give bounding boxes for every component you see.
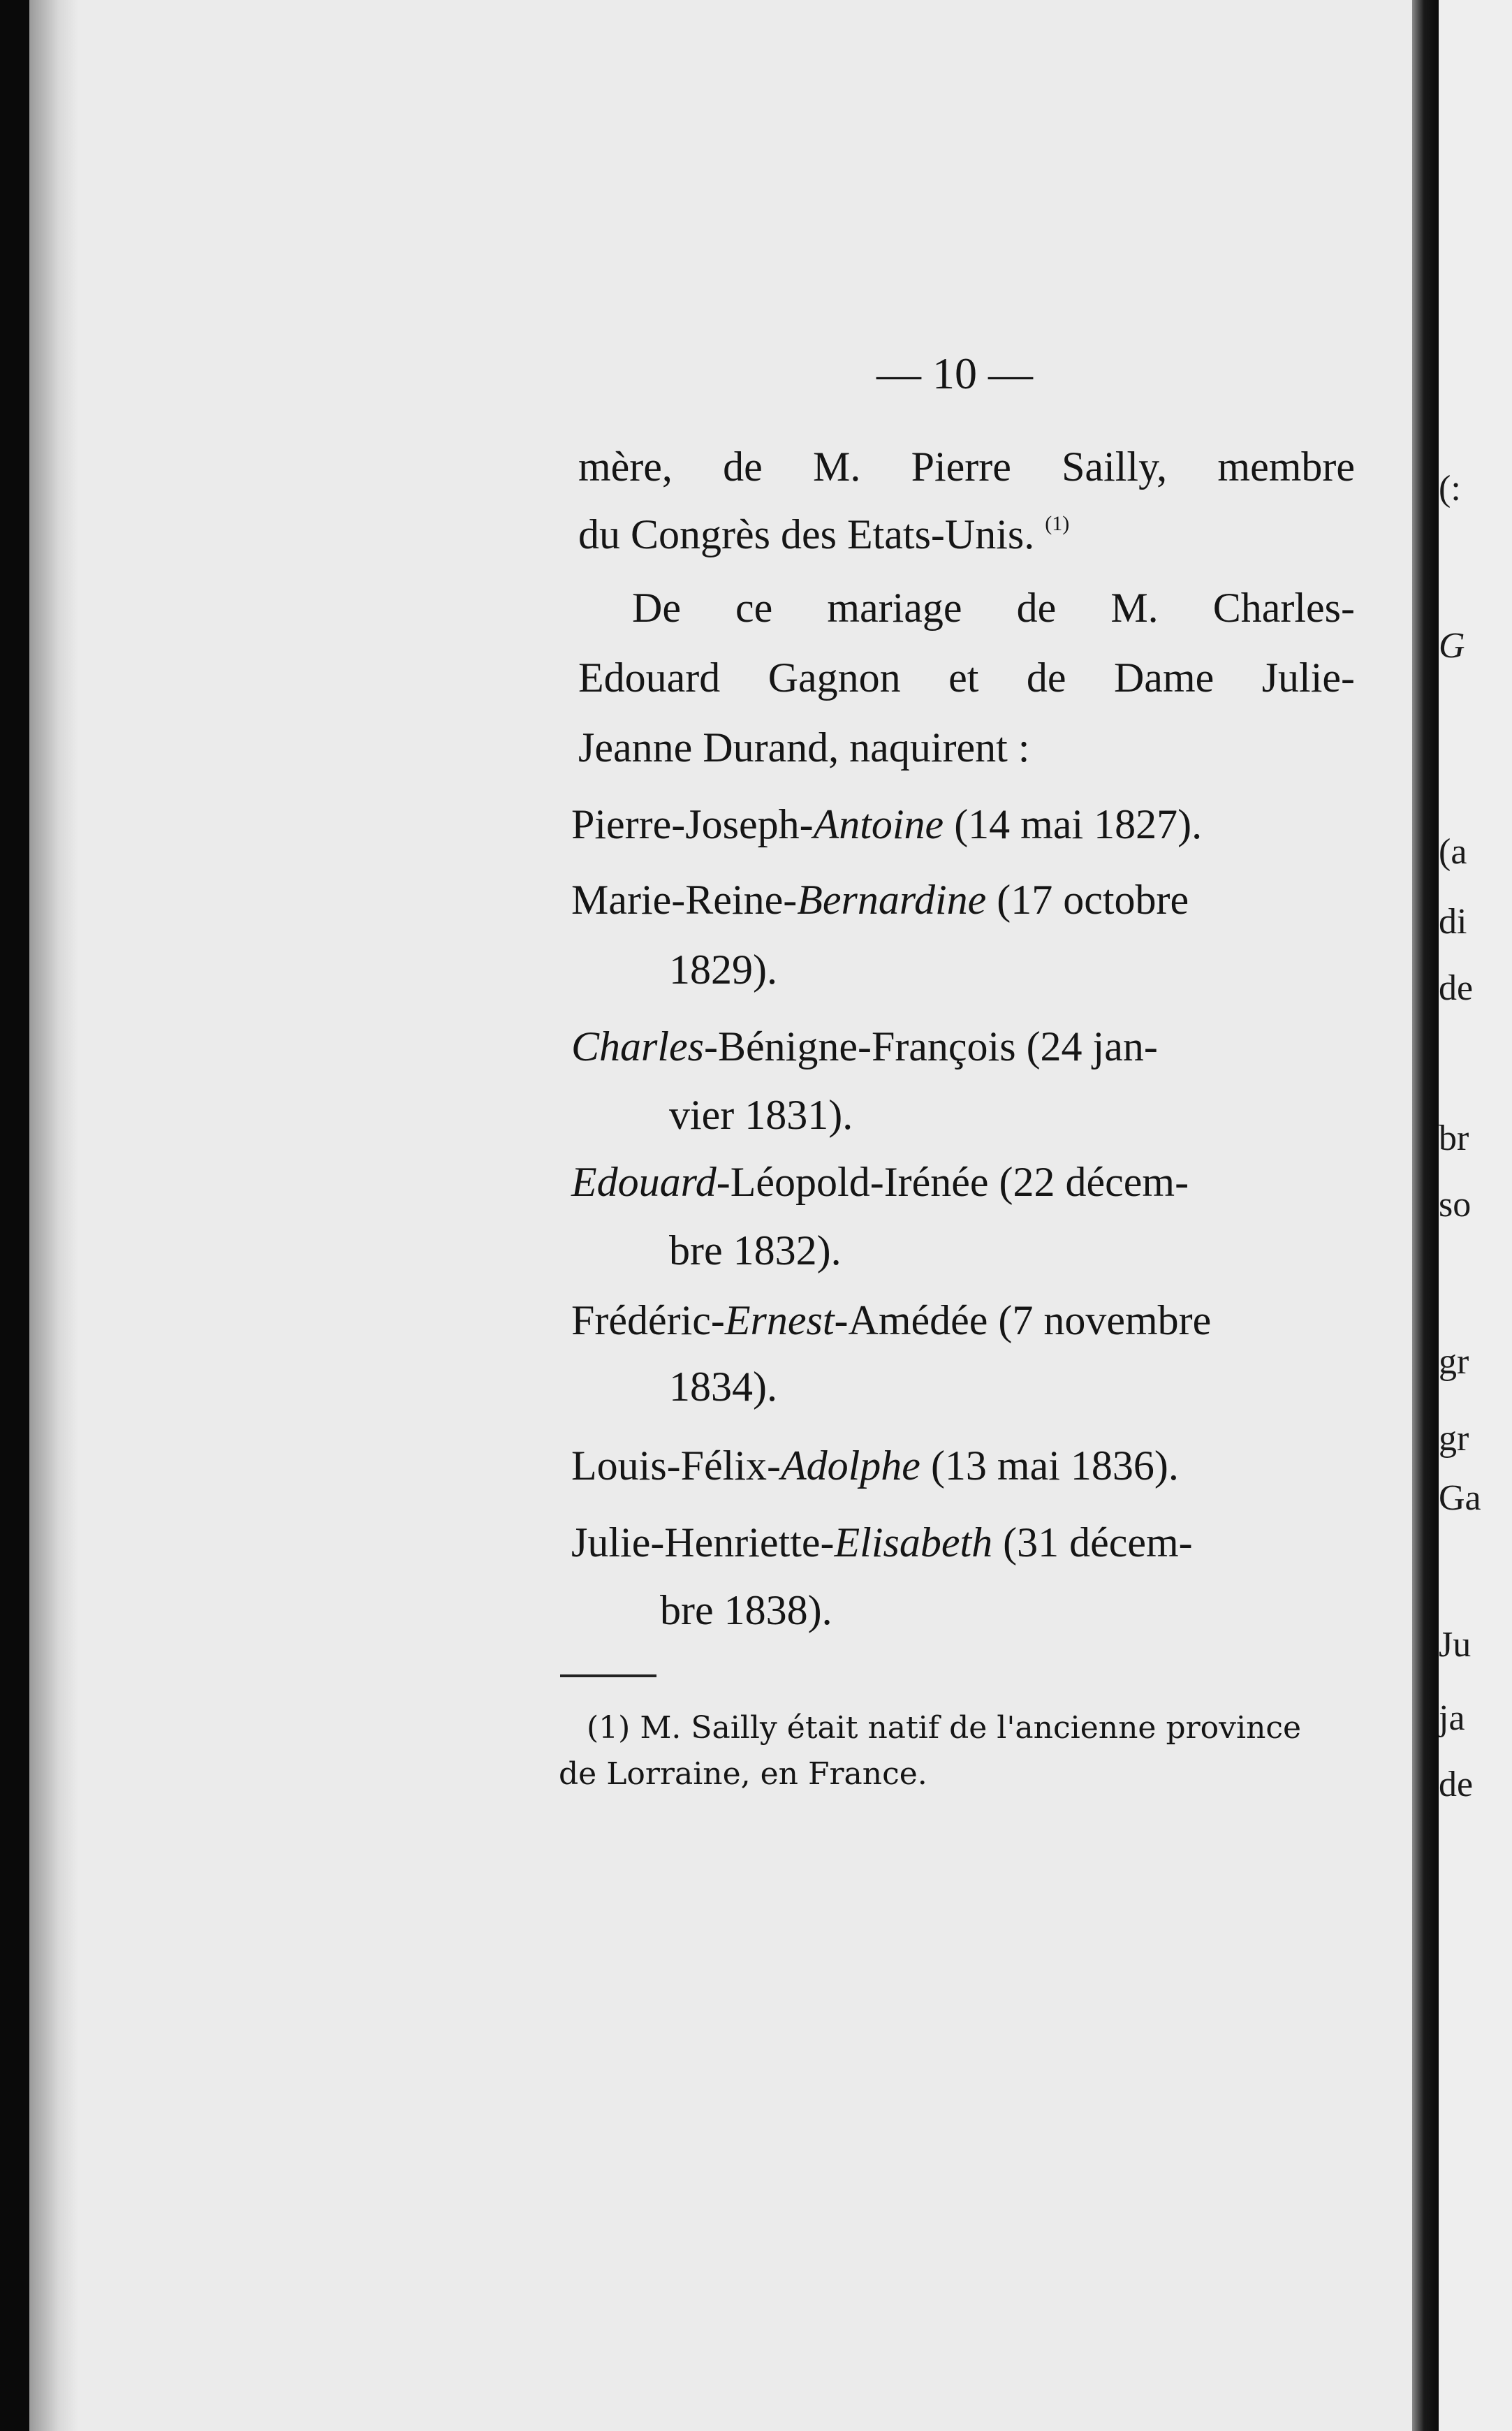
next-page-edge — [1439, 0, 1512, 2431]
child-entry: Julie-Henriette-Elisabeth (31 décem- — [571, 1519, 1193, 1565]
next-page-fragment: gr — [1439, 1419, 1469, 1459]
paragraph-line: mère, de M. Pierre Sailly, membre — [578, 444, 1355, 490]
child-entry: Pierre-Joseph-Antoine (14 mai 1827). — [571, 801, 1203, 847]
next-page-fragment: G — [1439, 626, 1465, 666]
book-page — [29, 0, 1412, 2431]
next-page-fragment: (: — [1439, 469, 1461, 509]
footnote-line: (1) M. Sailly était natif de l'ancienne province — [587, 1710, 1302, 1746]
next-page-fragment: so — [1439, 1185, 1471, 1225]
footnote-marker: (1) — [1045, 512, 1070, 535]
footnote-line: de Lorraine, en France. — [559, 1756, 927, 1792]
next-page-fragment: Ga — [1439, 1478, 1481, 1518]
next-page-fragment: (a — [1439, 832, 1467, 872]
next-page-fragment: de — [1439, 1765, 1474, 1804]
next-page-fragment: br — [1439, 1118, 1469, 1158]
child-entry-continuation: 1834). — [669, 1364, 777, 1410]
next-page-fragment: Ju — [1439, 1625, 1471, 1665]
page-left-edge — [29, 0, 78, 2431]
child-entry-continuation: 1829). — [669, 947, 777, 993]
child-entry: Marie-Reine-Bernardine (17 octobre — [571, 877, 1189, 923]
paragraph-line — [578, 513, 1069, 555]
child-entry-continuation: bre 1832). — [669, 1227, 842, 1273]
page-number: — 10 — — [876, 349, 1033, 398]
next-page-fragment: de — [1439, 968, 1474, 1008]
next-page-fragment: ja — [1439, 1698, 1465, 1738]
child-entry-continuation: bre 1838). — [660, 1587, 832, 1633]
child-entry: Frédéric-Ernest-Amédée (7 novembre — [571, 1297, 1212, 1343]
paragraph-line: Jeanne Durand, naquirent : — [578, 724, 1030, 771]
child-entry: Charles-Bénigne-François (24 jan- — [571, 1023, 1158, 1070]
paragraph-line: Edouard Gagnon et de Dame Julie- — [578, 655, 1355, 701]
next-page-fragment: di — [1439, 902, 1467, 942]
paragraph-line: De ce mariage de M. Charles- — [632, 585, 1355, 631]
child-entry-continuation: vier 1831). — [669, 1092, 853, 1138]
next-page-fragment: gr — [1439, 1342, 1469, 1382]
book-gutter — [1412, 0, 1439, 2431]
footnote-rule — [560, 1674, 656, 1677]
paragraph-text: du Congrès des Etats-Unis. — [578, 511, 1035, 557]
child-entry: Edouard-Léopold-Irénée (22 décem- — [571, 1159, 1189, 1205]
child-entry: Louis-Félix-Adolphe (13 mai 1836). — [571, 1443, 1179, 1489]
